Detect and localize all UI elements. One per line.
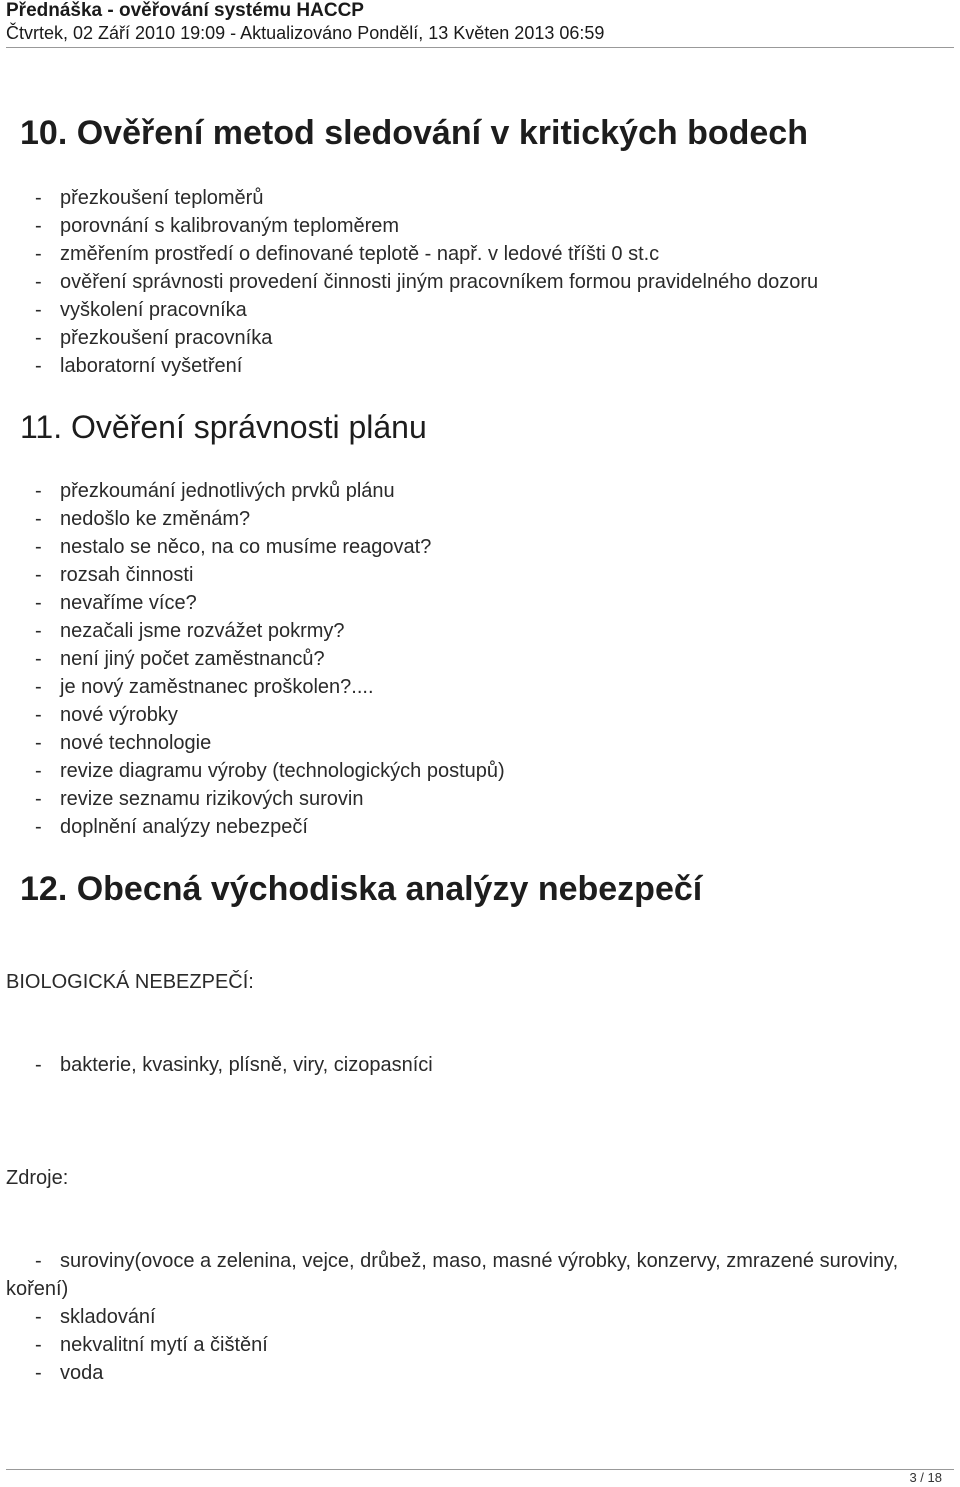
section-11-list [35,477,505,841]
list-item: - nedošlo ke změnám? [35,508,251,530]
list-item: - změřením prostředí o definované teplotě - např. v ledové tříšti 0 st.c [35,243,660,265]
list-item: - voda [35,1362,104,1384]
list-item: - revize diagramu výroby (technologických postupů) [35,760,505,782]
list-item: - skladování [35,1306,156,1328]
list-item: - přezkoušení pracovníka [35,327,273,349]
list-item: - nestalo se něco, na co musíme reagovat? [35,536,432,558]
list-item: - vyškolení pracovníka [35,299,247,321]
page-header [6,0,954,45]
list-item: - není jiný počet zaměstnanců? [35,648,325,670]
list-item: - přezkoumání jednotlivých prvků plánu [35,480,395,502]
section-10-heading: 10. Ověření metod sledování v kritických bodech [20,114,808,152]
list-item: - nezačali jsme rozvážet pokrmy? [35,620,345,642]
list-item: - bakterie, kvasinky, plísně, viry, cizopasníci [35,1054,433,1076]
page-number: 3 / 18 [909,1470,942,1485]
article-meta: Čtvrtek, 02 Září 2010 19:09 - Aktualizováno Pondělí, 13 Květen 2013 06:59 [6,23,605,43]
sources-first-item: - suroviny(ovoce a zelenina, vejce, drůbež, maso, masné výrobky, konzervy, zmrazené suroviny, koření) [6,1250,899,1300]
list-item: - porovnání s kalibrovaným teploměrem [35,215,400,237]
list-item: - nové technologie [35,732,212,754]
list-item: - nevaříme více? [35,592,197,614]
biological-hazards-label: BIOLOGICKÁ NEBEZPEČÍ: [6,971,254,993]
list-item: - je nový zaměstnanec proškolen?.... [35,676,374,698]
list-item: - laboratorní vyšetření [35,355,243,377]
sources-label: Zdroje: [6,1167,69,1189]
list-item: - revize seznamu rizikových surovin [35,788,364,810]
biological-hazards-list [35,1051,433,1079]
footer-divider [6,1469,954,1470]
sources-list [35,1303,268,1387]
list-item: - doplnění analýzy nebezpečí [35,816,308,838]
section-10-list [35,184,818,380]
list-item: - přezkoušení teploměrů [35,187,264,209]
list-item: - nové výrobky [35,704,178,726]
list-item: - ověření správnosti provedení činnosti jiným pracovníkem formou pravidelného dozoru [35,271,819,293]
section-11-heading: 11. Ověření správnosti plánu [20,409,427,445]
article-title: Přednáška - ověřování systému HACCP [6,0,364,21]
list-item: - nekvalitní mytí a čištění [35,1334,268,1356]
section-12-heading: 12. Obecná východiska analýzy nebezpečí [20,870,703,908]
list-item: - rozsah činnosti [35,564,194,586]
header-divider [6,47,954,48]
